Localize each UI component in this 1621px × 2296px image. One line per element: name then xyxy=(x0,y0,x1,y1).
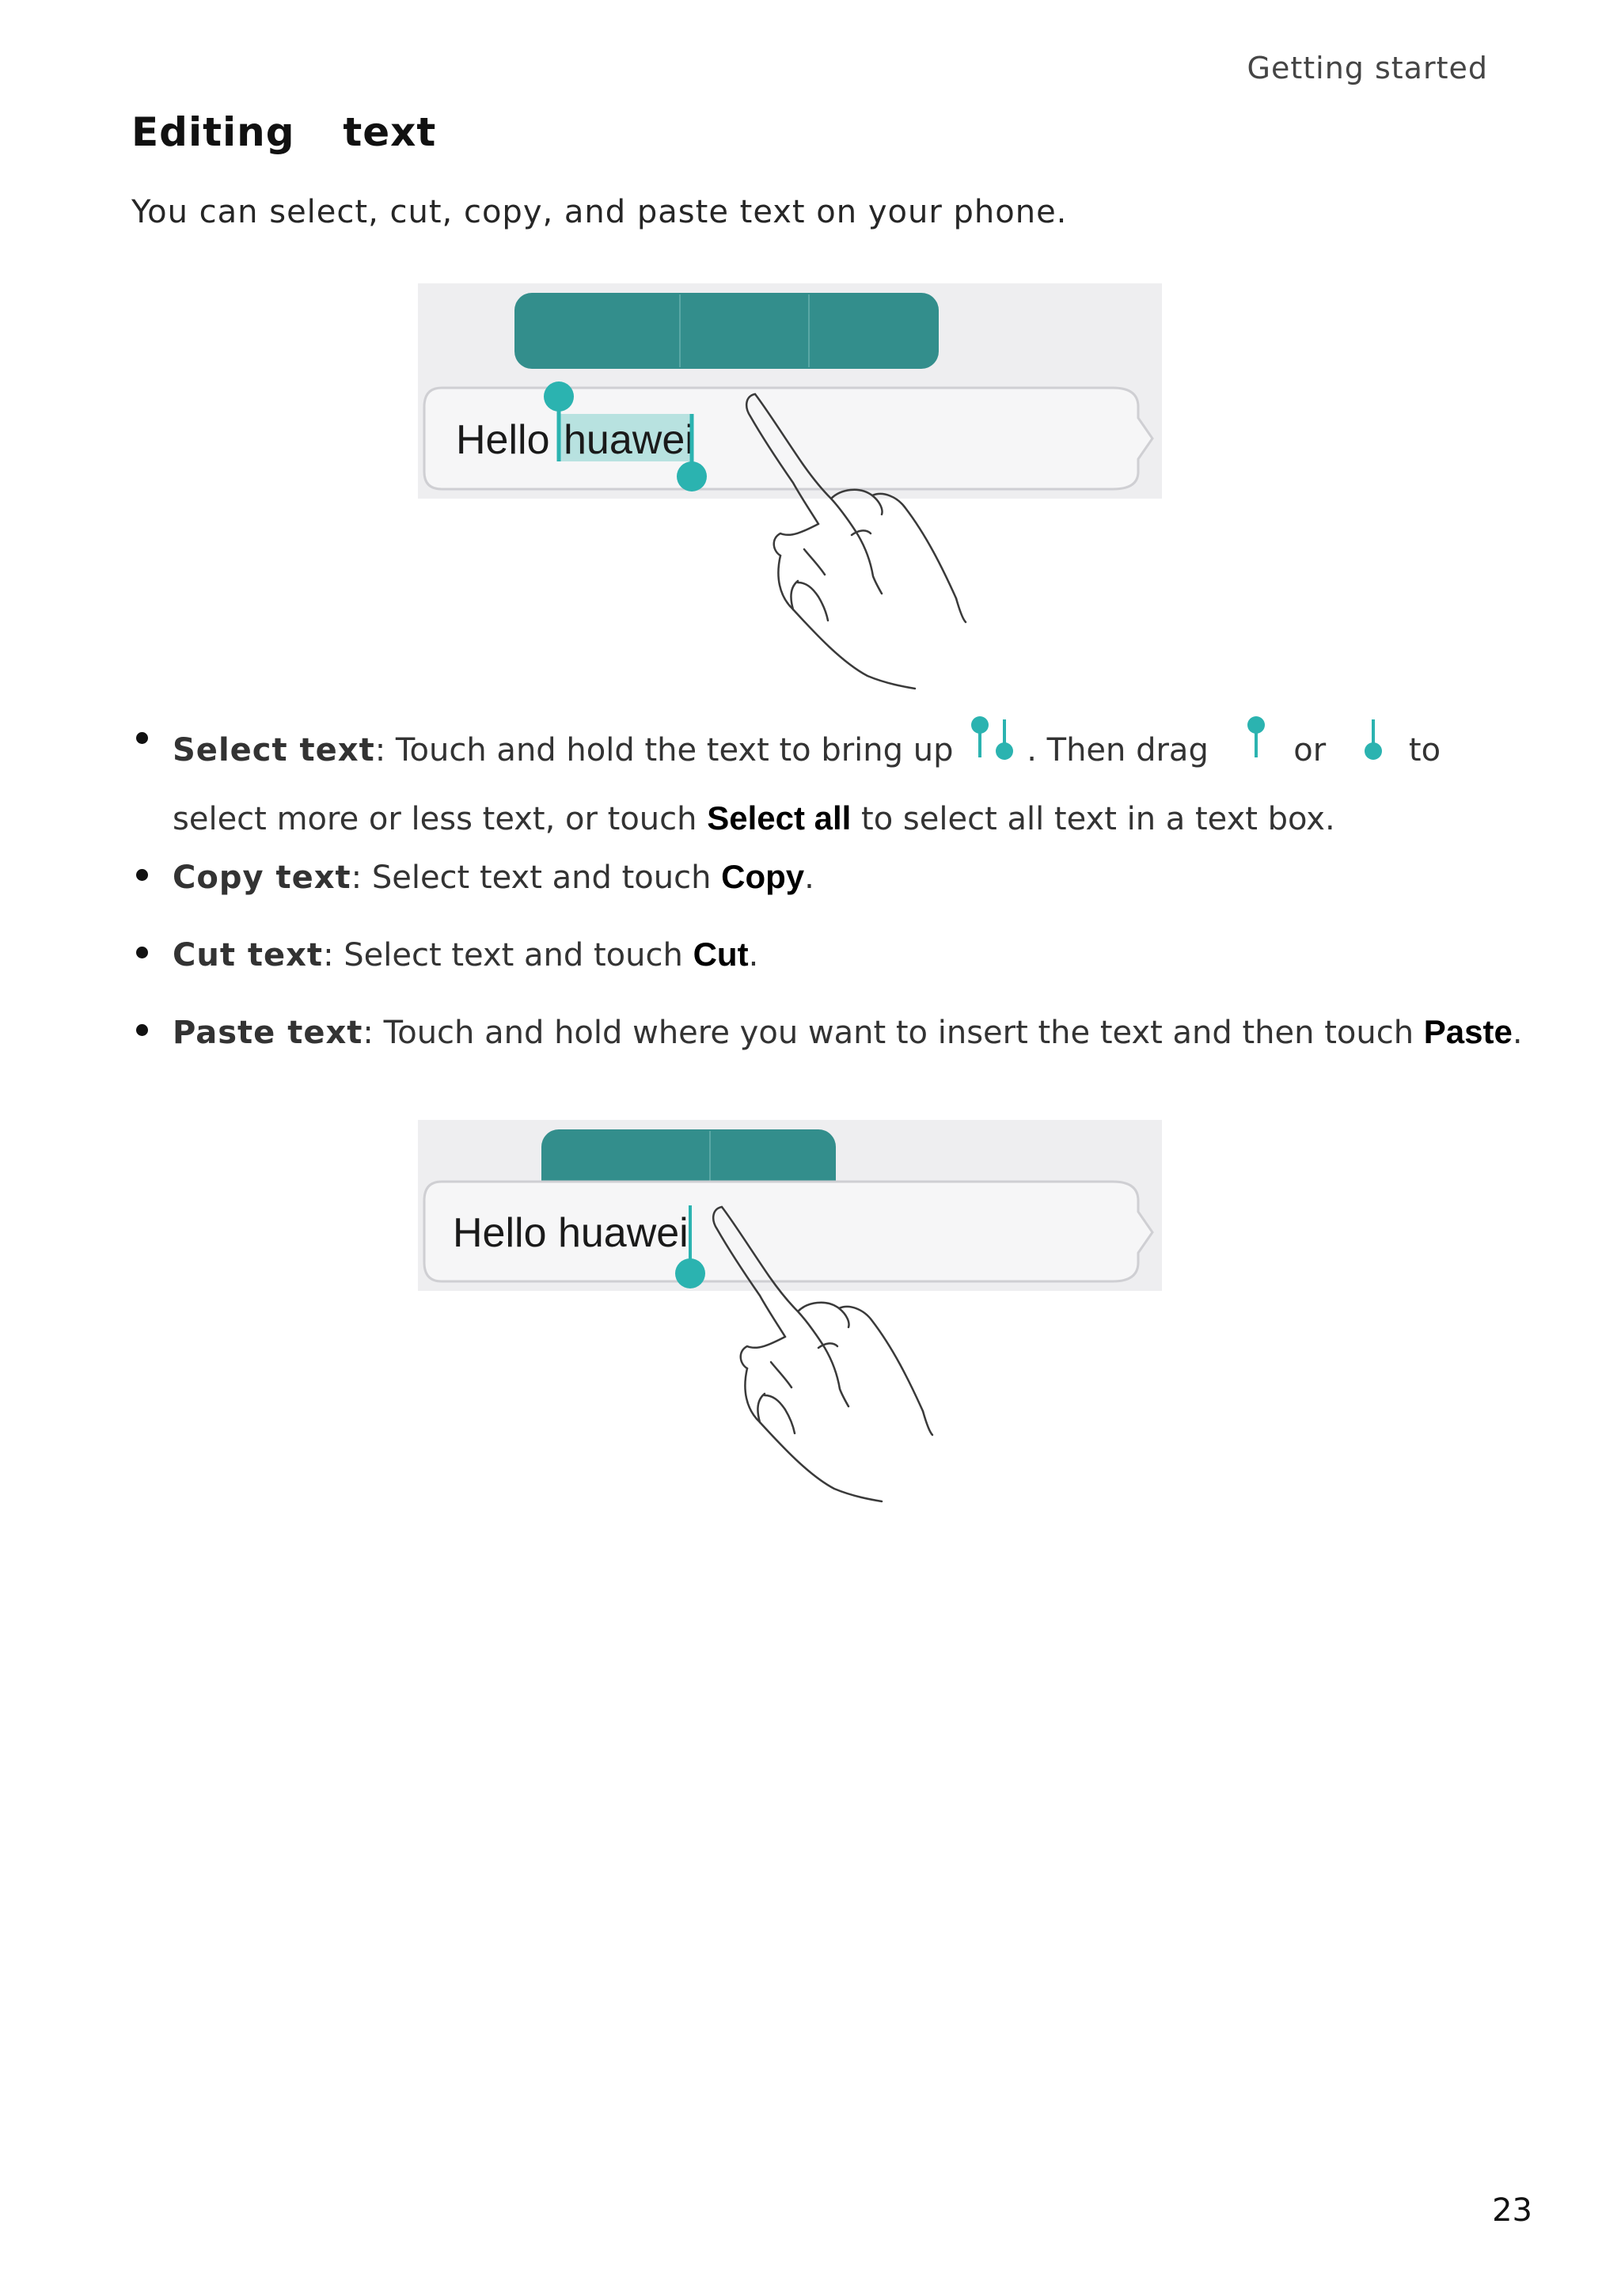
bullet-paste-text xyxy=(133,1008,1526,1057)
start-handle-icon xyxy=(1244,716,1268,781)
end-handle-icon xyxy=(1361,716,1385,781)
cut-text-end: . xyxy=(748,937,759,973)
intro-paragraph: You can select, cut, copy, and paste text on your phone. xyxy=(131,194,1068,230)
select-text-part1: : Touch and hold the text to bring up xyxy=(374,732,954,768)
page-title: Editing text xyxy=(131,109,437,155)
bullet-select-text xyxy=(133,716,1526,850)
paste-text-part1: : Touch and hold where you want to insert the text and then touch xyxy=(363,1015,1414,1051)
term-cut-text: Cut text xyxy=(173,937,324,973)
ui-cut: Cut xyxy=(693,935,749,973)
select-text-part3: or xyxy=(1293,732,1327,768)
input-text-selected: huawei xyxy=(564,417,694,463)
bullet-dot xyxy=(136,732,148,744)
ui-paste: Paste xyxy=(1423,1013,1513,1050)
bullet-dot xyxy=(136,1024,148,1036)
bullet-dot xyxy=(136,869,148,881)
copy-text-end: . xyxy=(804,860,814,896)
figure-paste-text xyxy=(418,1120,1162,1508)
select-text-part4: to select more or less text, or touch xyxy=(173,732,1441,837)
instruction-list xyxy=(133,716,1526,1086)
term-select-text: Select text xyxy=(173,732,375,768)
page-number: 23 xyxy=(1492,2192,1532,2229)
bullet-dot xyxy=(136,947,148,958)
cut-text-part1: : Select text and touch xyxy=(323,937,683,973)
input-text-before: Hello xyxy=(456,417,550,463)
select-text-part5: to select all text in a text box. xyxy=(861,801,1335,837)
paste-text-end: . xyxy=(1512,1015,1523,1051)
term-copy-text: Copy text xyxy=(173,860,351,896)
term-paste-text: Paste text xyxy=(173,1015,363,1051)
running-header: Getting started xyxy=(1247,51,1488,85)
bullet-cut-text xyxy=(133,931,1526,979)
selection-handles-icon xyxy=(970,716,1017,781)
ui-select-all: Select all xyxy=(707,799,852,837)
copy-text-part1: : Select text and touch xyxy=(351,860,712,896)
select-text-part2: . Then drag xyxy=(1027,732,1209,768)
edit-toolbar[interactable] xyxy=(514,293,939,369)
ui-copy: Copy xyxy=(721,858,805,895)
figure-select-text xyxy=(418,283,1162,695)
bullet-copy-text xyxy=(133,853,1526,901)
input-text: Hello huawei xyxy=(453,1210,689,1256)
